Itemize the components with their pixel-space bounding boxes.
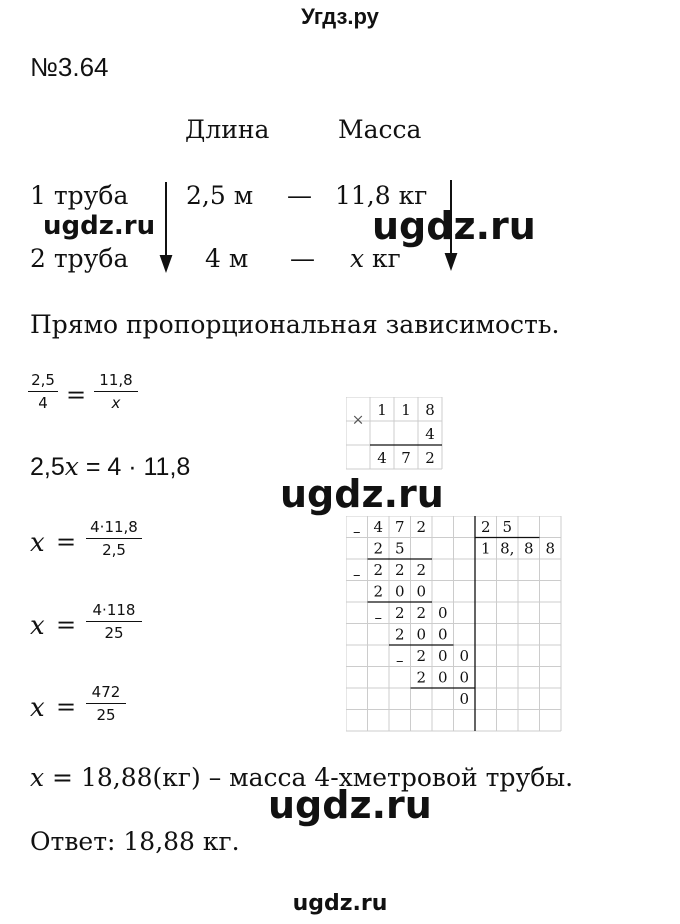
eq3-var: x <box>30 528 45 558</box>
eq5-num: 472 <box>91 683 121 701</box>
eq1-equals: = <box>66 381 87 409</box>
div-digit: 7 <box>394 518 405 537</box>
watermark: ugdz.ru <box>280 472 444 516</box>
div-digit: 0 <box>394 582 405 601</box>
mult-digit: 1 <box>377 401 387 419</box>
problem-number: №3.64 <box>30 52 109 82</box>
mult-digit: 2 <box>425 449 435 467</box>
mult-digit: 4 <box>425 425 435 443</box>
div-digit: 2 <box>416 647 427 666</box>
eq4-var: x <box>30 611 45 641</box>
div-digit: 0 <box>437 604 448 623</box>
div-digit: 2 <box>416 668 427 687</box>
row1-length: 2,5 м <box>186 181 254 210</box>
eq1-left-den: 4 <box>38 394 48 412</box>
eq4-equals: = <box>56 611 77 639</box>
mult-digit: 4 <box>377 449 387 467</box>
row1-mass: 11,8 кг <box>335 181 428 210</box>
proportion-arrows <box>0 0 680 300</box>
eq5-var: x <box>30 693 45 723</box>
site-title: Угдз.ру <box>301 4 379 29</box>
watermark: ugdz.ru <box>43 211 156 241</box>
div-digit: 2 <box>373 582 384 601</box>
eq5-equals: = <box>56 693 77 721</box>
answer: Ответ: 18,88 кг. <box>30 827 240 856</box>
eq3-num: 4·11,8 <box>90 518 138 536</box>
multiplication-grid <box>346 397 452 483</box>
eq2-var: x <box>64 452 79 481</box>
eq3-fraction <box>86 517 142 560</box>
div-digit: 2 <box>373 561 384 580</box>
div-digit: 0 <box>437 625 448 644</box>
div-digit: 2 <box>416 518 427 537</box>
div-digit: 8 <box>523 539 534 558</box>
eq4-den: 25 <box>104 624 124 642</box>
mult-digit: 1 <box>401 401 411 419</box>
div-digit: 0 <box>459 668 470 687</box>
watermark: ugdz.ru <box>268 783 432 827</box>
eq4-num: 4·118 <box>92 601 136 619</box>
minus-sign: – <box>353 522 361 541</box>
div-digit: 0 <box>416 625 427 644</box>
column-header-mass: Масса <box>338 115 422 144</box>
mult-digit: 7 <box>401 449 411 467</box>
watermark: ugdz.ru <box>372 204 536 248</box>
statement: Прямо пропорциональная зависимость. <box>30 310 560 339</box>
column-header-length: Длина <box>185 115 270 144</box>
eq1-left-num: 2,5 <box>31 371 55 389</box>
multiply-sign: × <box>351 410 365 429</box>
div-digit: 0 <box>459 647 470 666</box>
eq1-right-fraction <box>94 370 138 413</box>
watermark: ugdz.ru <box>292 891 388 916</box>
div-digit: 0 <box>437 647 448 666</box>
div-digit: 8 <box>545 539 556 558</box>
eq5-den: 25 <box>96 706 116 724</box>
eq1-right-den: x <box>111 394 121 412</box>
eq1-right-num: 11,8 <box>99 371 133 389</box>
row1-label: 1 труба <box>30 181 129 210</box>
row2-dash: — <box>290 244 315 273</box>
div-digit: 2 <box>373 539 384 558</box>
eq5-fraction <box>86 682 126 725</box>
row2-mass-var: x <box>350 244 365 273</box>
div-digit: 1 <box>480 539 491 558</box>
eq3-den: 2,5 <box>102 541 126 559</box>
div-digit: 2 <box>394 625 405 644</box>
division-grid <box>346 516 576 732</box>
left-arrow-icon <box>161 182 171 270</box>
row2-mass-unit: кг <box>364 244 401 273</box>
eq2-coef: 2,5 <box>30 453 65 481</box>
row2-length: 4 м <box>205 244 249 273</box>
eq1-left-fraction <box>28 370 58 413</box>
div-digit: 0 <box>437 668 448 687</box>
final-var: x <box>30 763 45 792</box>
eq2-rest: = 4 · 11,8 <box>78 453 191 481</box>
div-digit: 0 <box>416 582 427 601</box>
div-digit: 2 <box>416 561 427 580</box>
div-digit: 2 <box>416 604 427 623</box>
eq2 <box>30 452 190 482</box>
div-digit: 2 <box>394 604 405 623</box>
eq3-equals: = <box>56 528 77 556</box>
div-digit: 2 <box>480 518 491 537</box>
row2-label: 2 труба <box>30 244 129 273</box>
final-remainder: 0 <box>459 690 470 709</box>
div-digit: 8, <box>500 539 515 558</box>
div-digit: 4 <box>373 518 384 537</box>
div-digit: 5 <box>394 539 405 558</box>
mult-digit: 8 <box>425 401 435 419</box>
div-digit: 2 <box>394 561 405 580</box>
minus-sign: – <box>374 608 382 627</box>
div-digit: 5 <box>502 518 513 537</box>
minus-sign: – <box>353 565 361 584</box>
minus-sign: – <box>396 651 404 670</box>
row1-dash: — <box>287 181 312 210</box>
eq4-fraction <box>86 600 142 643</box>
final-text: = 18,88(кг) – масса 4-хметровой трубы. <box>44 763 574 792</box>
